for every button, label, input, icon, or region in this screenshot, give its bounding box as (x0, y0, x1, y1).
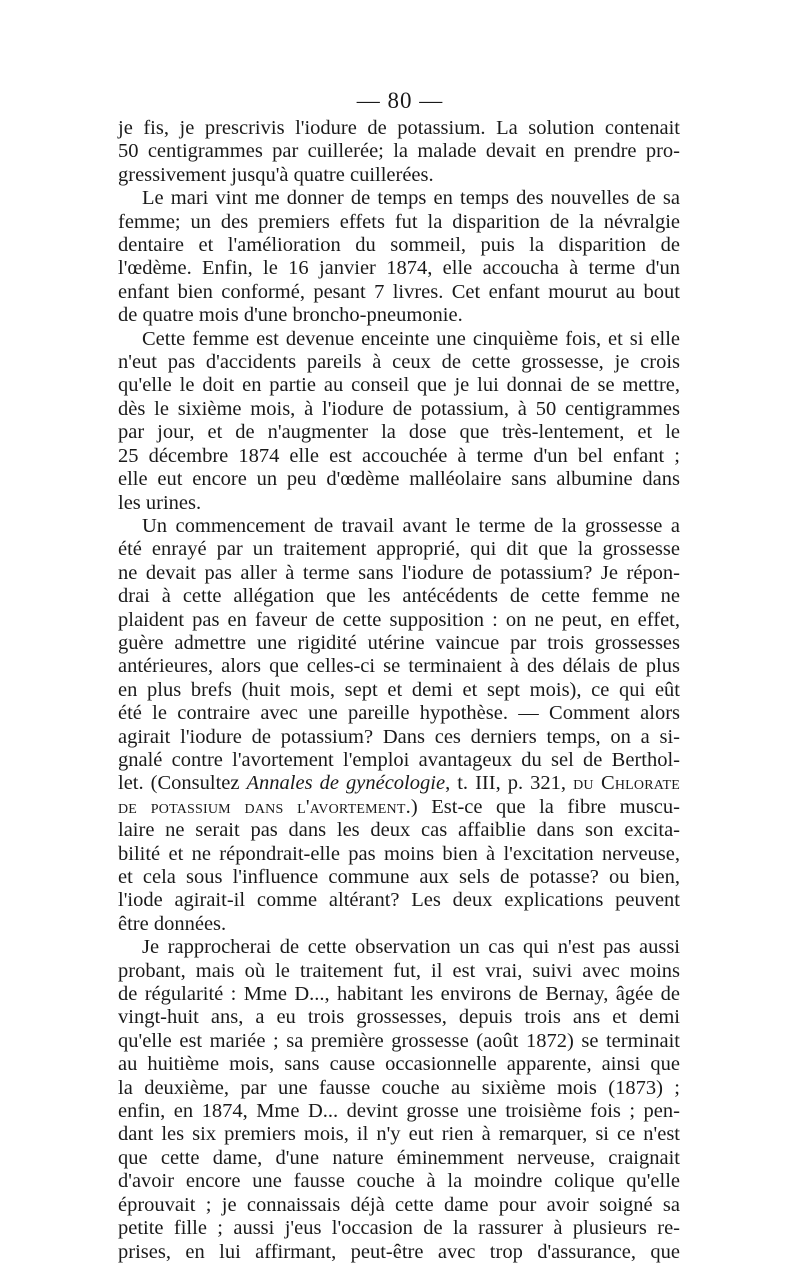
citation-journal: Annales de gynécologie (246, 772, 446, 795)
text-line: qu'elle est mariée ; sa première grossesse (août 1872) se terminait (118, 1029, 680, 1052)
citation-post: ) Est-ce que la fibre muscu- (410, 795, 680, 818)
text-line: au huitième mois, sans cause occasionnelle apparente, ainsi que (118, 1053, 680, 1076)
text-line: en plus brefs (huit mois, sept et demi et sept mois), ce qui eût (118, 678, 680, 701)
text-line: dentaire et l'amélioration du sommeil, puis la disparition de (118, 234, 680, 257)
text-line: Cette femme est devenue enceinte une cinquième fois, et si elle (142, 327, 680, 350)
text-line: agirait l'iodure de potassium? Dans ces derniers temps, on a si- (118, 725, 680, 748)
text-line: enfin, en 1874, Mme D... devint grosse une troisième fois ; pen- (118, 1100, 680, 1123)
text-line: elle eut encore un peu d'œdème malléolaire sans albumine dans (118, 468, 680, 491)
text-line: prises, en lui affirmant, peut-être avec trop d'assurance, que (118, 1240, 680, 1263)
text-line: drai à cette allégation que les antécédents de cette femme ne (118, 585, 680, 608)
text-line: ne devait pas aller à terme sans l'iodure de potassium? Je répon- (118, 561, 680, 584)
text-line: probant, mais où le traitement fut, il est vrai, suivi avec moins (118, 959, 680, 982)
text-line: l'iode agirait-il comme altérant? Les deux explications peuvent (118, 889, 680, 912)
text-line: été le contraire avec une pareille hypothèse. — Comment alors (118, 702, 680, 725)
text-line: gnalé contre l'avortement l'emploi avantageux du sel de Berthol- (118, 748, 680, 771)
citation-pre: let. (Consultez (118, 772, 247, 795)
text-line: éprouvait ; je connaissais déjà cette dame pour avoir soigné sa (118, 1193, 680, 1216)
text-line: gressivement jusqu'à quatre cuillerées. (118, 163, 434, 186)
text-line: vingt-huit ans, a eu trois grossesses, depuis trois ans et demi (118, 1006, 680, 1029)
text-line: par jour, et de n'augmenter la dose que très-lentement, et le (118, 421, 680, 444)
text-line: femme; un des premiers effets fut la disparition de la névralgie (118, 210, 680, 233)
text-line: l'œdème. Enfin, le 16 janvier 1874, elle accoucha à terme d'un (118, 257, 680, 280)
text-line: être données. (118, 912, 227, 935)
text-line: n'eut pas d'accidents pareils à ceux de cette grossesse, je crois (118, 351, 680, 374)
text-line: Le mari vint me donner de temps en temps des nouvelles de sa (142, 187, 680, 210)
text-line: 25 décembre 1874 elle est accouchée à terme d'un bel enfant ; (118, 444, 680, 467)
text-line: d'avoir encore une fausse couche à la moindre colique qu'elle (118, 1170, 680, 1193)
text-line: Un commencement de travail avant le terme de la grossesse a (142, 514, 680, 537)
text-line: les urines. (118, 491, 202, 514)
body-text (118, 117, 680, 1264)
text-line: petite fille ; aussi j'eus l'occasion de la rassurer à plusieurs re- (118, 1217, 680, 1240)
text-line: été enrayé par un traitement approprié, qui dit que la grossesse (118, 538, 680, 561)
text-line: je fis, je prescrivis l'iodure de potassium. La solution contenait (118, 117, 680, 139)
text-line: dant les six premiers mois, il n'y eut rien à remarquer, si ce n'est (118, 1123, 680, 1146)
text-line: plaident pas en faveur de cette supposition : on ne peut, en effet, (118, 608, 680, 631)
text-line: dès le sixième mois, à l'iodure de potassium, à 50 centigrammes (118, 397, 680, 420)
text-line: antérieures, alors que celles-ci se terminaient à des délais de plus (118, 655, 680, 678)
text-line: qu'elle le doit en partie au conseil que je lui donnai de se mettre, (118, 374, 680, 397)
text-line: la deuxième, par une fausse couche au sixième mois (1873) ; (118, 1076, 680, 1099)
text-line: de régularité : Mme D..., habitant les environs de Bernay, âgée de (118, 983, 680, 1006)
text-line: 50 centigrammes par cuillerée; la malade devait en prendre pro- (118, 140, 680, 163)
citation-mid: , t. III, p. 321, (445, 772, 574, 795)
text-line: enfant bien conformé, pesant 7 livres. Cet enfant mourut au bout (118, 280, 680, 303)
text-line: que cette dame, d'une nature éminemment nerveuse, craignait (118, 1146, 680, 1169)
text-line: et cela sous l'influence commune aux sels de potasse? ou bien, (118, 866, 680, 888)
citation-line-2 (118, 796, 680, 819)
citation-title-cont: de potassium dans l'avortement. (118, 795, 411, 818)
citation-line (118, 772, 680, 795)
text-line: bilité et ne répondrait-elle pas moins bien à l'excitation nerveuse, (118, 842, 680, 865)
page-number: — 80 — (356, 88, 444, 113)
citation-title: du Chlorate (573, 772, 681, 795)
text-line: de quatre mois d'une broncho-pneumonie. (118, 304, 463, 327)
text-line: laire ne serait pas dans les deux cas affaiblie dans son excita- (118, 819, 680, 842)
text-line: Je rapprocherai de cette observation un cas qui n'est pas aussi (142, 936, 680, 959)
text-line: guère admettre une rigidité utérine vaincue par trois grossesses (118, 631, 680, 654)
